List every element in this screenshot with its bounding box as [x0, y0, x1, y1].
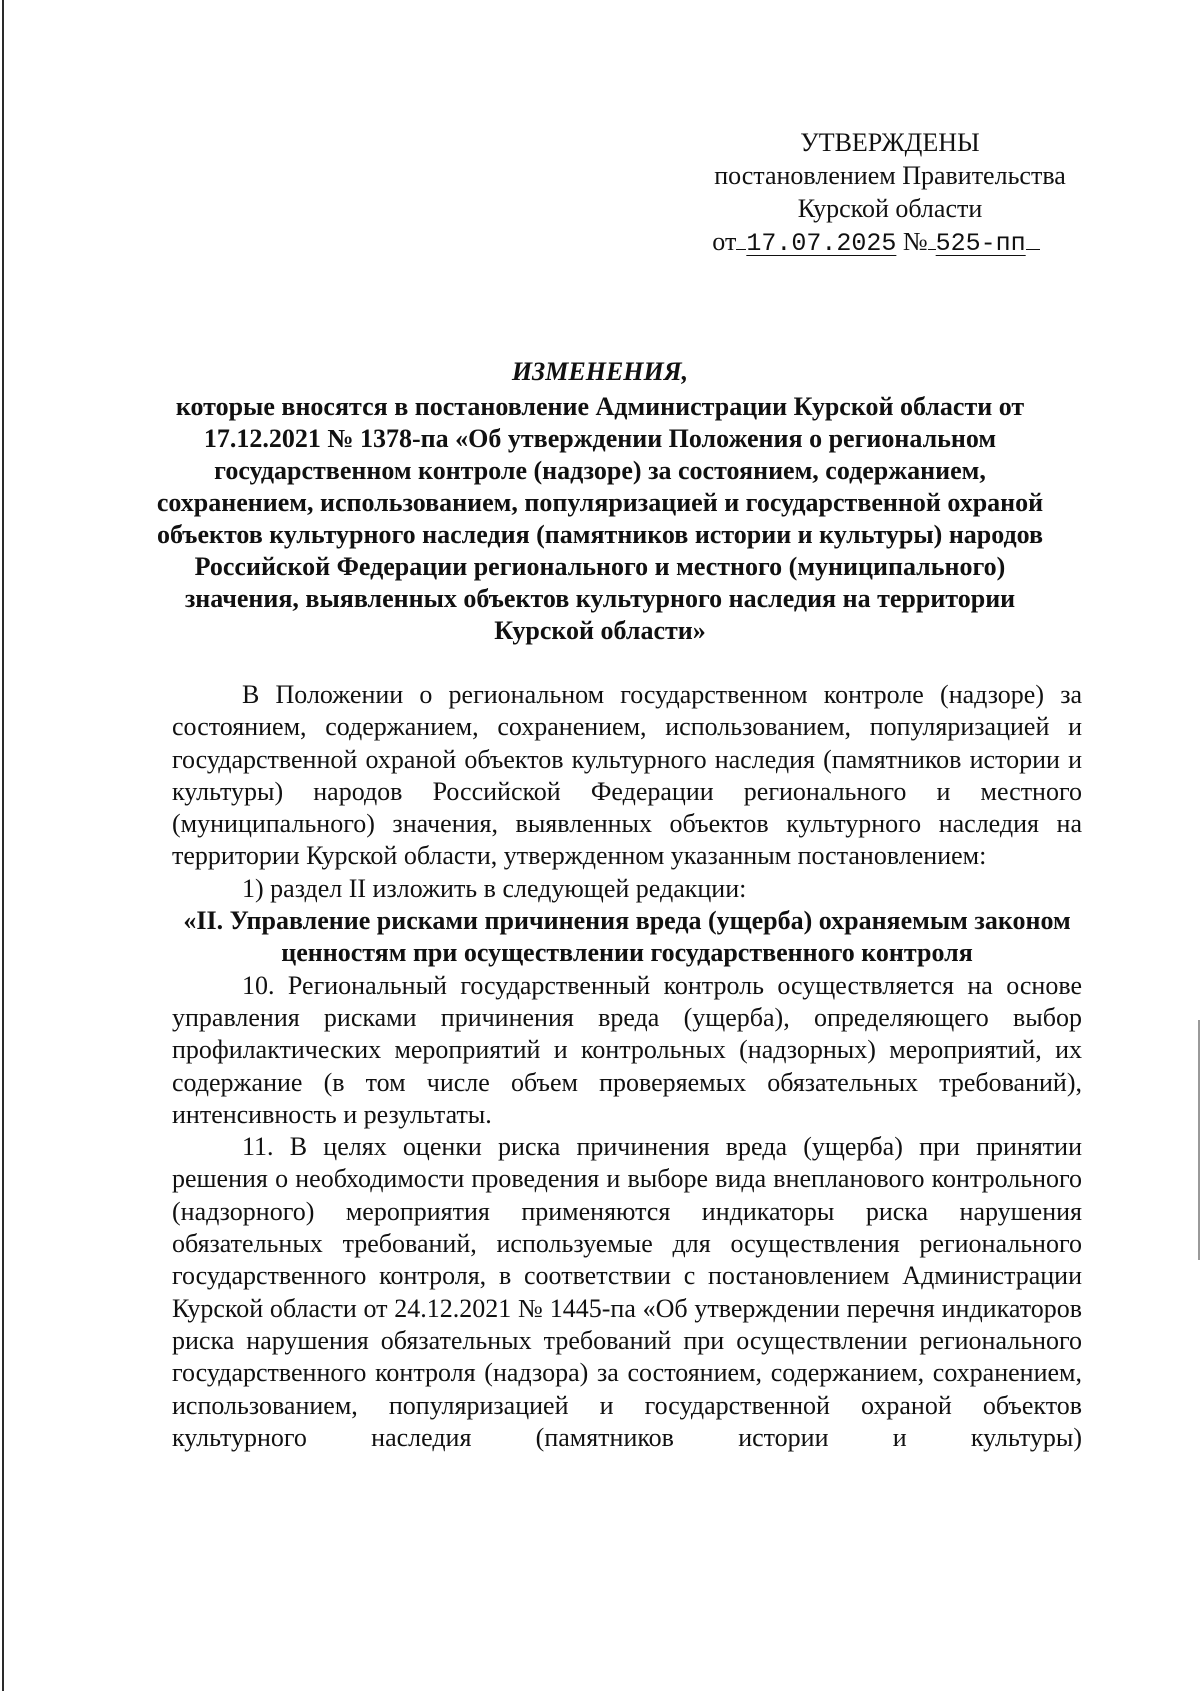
document-body [172, 679, 1082, 1454]
approval-line-approved: УТВЕРЖДЕНЫ [800, 128, 980, 157]
title-heading: ИЗМЕНЕНИЯ, [511, 357, 689, 386]
approval-stamp [690, 126, 1090, 260]
item-1-paragraph: 1) раздел II изложить в следующей редакции: [242, 873, 747, 903]
approval-number: 525-пп [935, 229, 1026, 258]
title-subtitle: которые вносятся в постановление Администрации Курской области от 17.12.2021 № 1378-па «Об утверждении Положения о региональном государственном контроле (надзоре) за состоянием, содержанием, сохранением, использованием, популяризацией и государственной охраной объектов культурного наследия (памятников истории и культуры) народов Российской Федерации регионального и местного (муниципального) значения, выявленных объектов культурного наследия на территории Курской области» [156, 392, 1044, 645]
paragraph-11: 11. В целях оценки риска причинения вреда (ущерба) при принятии решения о необходимости проведения и выборе вида внепланового контрольного (надзорного) мероприятия применяются индикаторы риска нарушения обязательных требований, используемые для осуществления регионального государственного контроля, в соответствии с постановлением Администрации Курской области от 24.12.2021 № 1445-па «Об утверждении перечня индикаторов риска нарушения обязательных требований при осуществлении регионального государственного контроля (надзора) за состоянием, содержанием, сохранением, использованием, популяризацией и государственной охраной объектов культурного наследия (памятников истории и культуры) [172, 1132, 1082, 1452]
approval-line-region: Курской области [797, 194, 983, 223]
document-title [150, 356, 1050, 647]
section-ii-title: «II. Управление рисками причинения вреда (ущерба) охраняемым законом ценностям при осуществлении государственного контроля [183, 906, 1071, 968]
paragraph-10: 10. Региональный государственный контроль осуществляется на основе управления рисками причинения вреда (ущерба), определяющего выбор профилактических мероприятий и контрольных (надзорных) мероприятий, их содержание (в том числе объем проверяемых обязательных требований), интенсивность и результаты. [172, 970, 1082, 1129]
scan-edge-left [2, 0, 4, 1691]
intro-paragraph: В Положении о региональном государственном контроле (надзоре) за состоянием, содержанием, сохранением, использованием, популяризацией и государственной охраной объектов культурного наследия (памятников истории и культуры) народов Российской Федерации регионального и местного (муниципального) значения, выявленных объектов культурного наследия на территории Курской области, утвержденном указанным постановлением: [172, 680, 1082, 871]
approval-date: 17.07.2025 [746, 229, 897, 258]
approval-from-label: от [712, 227, 737, 256]
approval-number-label: № [902, 227, 928, 256]
approval-line-resolution: постановлением Правительства [714, 161, 1066, 190]
approval-date-number-line [676, 225, 1076, 260]
